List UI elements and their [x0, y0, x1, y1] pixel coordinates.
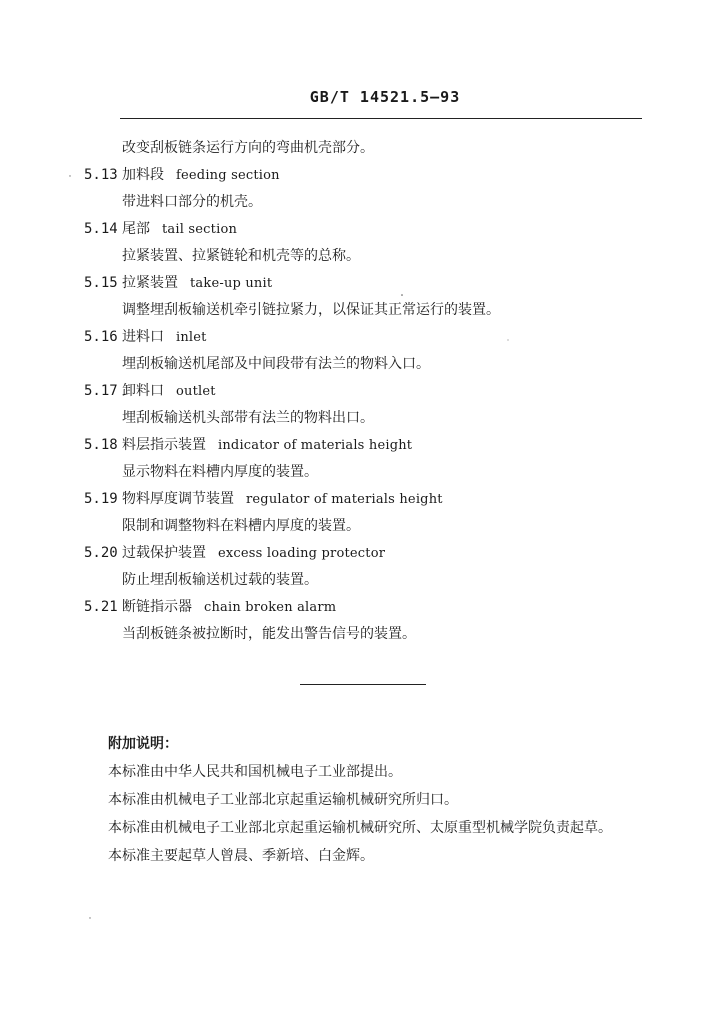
term-entry: [84, 540, 654, 567]
appendix: [108, 730, 668, 870]
term-heading: [122, 216, 237, 243]
term-entry: [84, 216, 654, 243]
appendix-item: 本标准由中华人民共和国机械电子工业部提出。: [108, 764, 402, 780]
term-english: regulator of materials height: [246, 492, 443, 507]
term-english: outlet: [176, 384, 216, 399]
page-header: [120, 88, 642, 119]
term-heading: [122, 540, 385, 567]
term-definition: 调整埋刮板输送机牵引链拉紧力，以保证其正常运行的装置。: [122, 302, 500, 318]
term-heading: [122, 270, 272, 297]
term-chinese: 进料口: [122, 329, 164, 345]
term-list: [84, 135, 654, 648]
term-heading: [122, 378, 216, 405]
term-entry: [84, 594, 654, 621]
term-definition: 显示物料在料槽内厚度的装置。: [122, 464, 318, 480]
term-definition: 限制和调整物料在料槽内厚度的装置。: [122, 518, 360, 534]
term-english: excess loading protector: [218, 546, 386, 561]
term-definition: 当刮板链条被拉断时，能发出警告信号的装置。: [122, 626, 416, 642]
term-english: take-up unit: [190, 276, 273, 291]
term-chinese: 料层指示装置: [122, 437, 206, 453]
term-definition: 带进料口部分的机壳。: [122, 194, 262, 210]
term-entry: [84, 432, 654, 459]
term-number: 5.14: [84, 221, 118, 237]
term-number: 5.20: [84, 545, 118, 561]
term-heading: [122, 594, 336, 621]
term-number: 5.16: [84, 329, 118, 345]
term-heading: [122, 432, 412, 459]
term-english: indicator of materials height: [218, 438, 413, 453]
term-number: 5.19: [84, 491, 118, 507]
term-definition: 埋刮板输送机头部带有法兰的物料出口。: [122, 410, 374, 426]
term-english: inlet: [176, 330, 207, 345]
term-definition: 埋刮板输送机尾部及中间段带有法兰的物料入口。: [122, 356, 430, 372]
term-definition: 拉紧装置、拉紧链轮和机壳等的总称。: [122, 248, 360, 264]
term-definition: 防止埋刮板输送机过载的装置。: [122, 572, 318, 588]
term-number: 5.13: [84, 167, 118, 183]
section-divider: [300, 684, 426, 685]
term-chinese: 拉紧装置: [122, 275, 178, 291]
term-number: 5.17: [84, 383, 118, 399]
term-entry: [84, 162, 654, 189]
term-english: chain broken alarm: [204, 600, 337, 615]
term-chinese: 尾部: [122, 221, 150, 237]
term-number: 5.15: [84, 275, 118, 291]
term-chinese: 过载保护装置: [122, 545, 206, 561]
term-heading: [122, 486, 443, 513]
continuation-text: 改变刮板链条运行方向的弯曲机壳部分。: [122, 140, 374, 156]
term-entry: [84, 270, 654, 297]
term-chinese: 断链指示器: [122, 599, 192, 615]
appendix-item: 本标准主要起草人曾晨、季新培、白金辉。: [108, 848, 374, 864]
term-chinese: 加料段: [122, 167, 164, 183]
standard-code: GB/T 14521.5—93: [309, 88, 461, 106]
term-entry: [84, 378, 654, 405]
term-entry: [84, 486, 654, 513]
term-entry: [84, 324, 654, 351]
term-number: 5.21: [84, 599, 118, 615]
term-heading: [122, 324, 207, 351]
appendix-item: 本标准由机械电子工业部北京起重运输机械研究所、太原重型机械学院负责起草。: [108, 820, 612, 836]
term-english: tail section: [162, 222, 238, 237]
term-chinese: 卸料口: [122, 383, 164, 399]
appendix-item: 本标准由机械电子工业部北京起重运输机械研究所归口。: [108, 792, 458, 808]
term-heading: [122, 162, 280, 189]
term-chinese: 物料厚度调节装置: [122, 491, 234, 507]
term-english: feeding section: [176, 168, 280, 183]
term-number: 5.18: [84, 437, 118, 453]
appendix-title: 附加说明：: [108, 736, 178, 752]
